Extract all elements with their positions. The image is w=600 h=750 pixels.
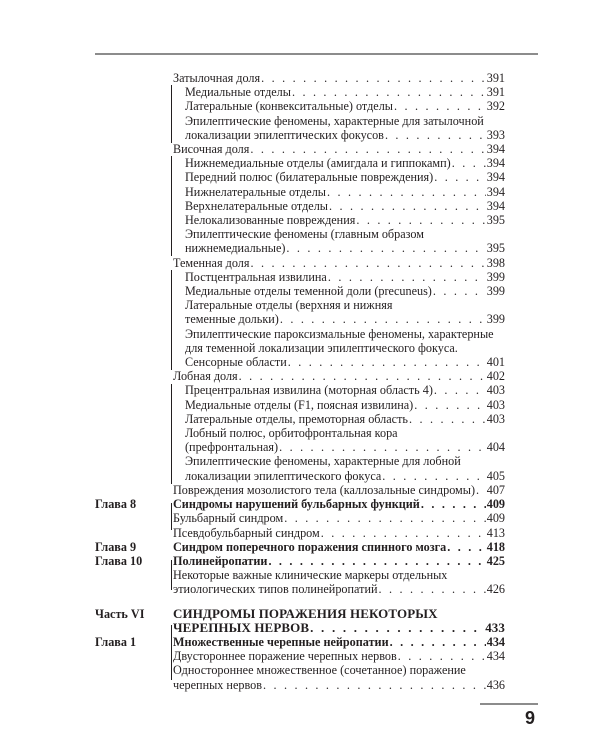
- page-ref: 399: [486, 312, 505, 327]
- page-ref: 425: [486, 553, 505, 568]
- toc-entry[interactable]: [173, 526, 505, 540]
- entry-title: Нелокализованные повреждения: [185, 213, 356, 228]
- page-ref: 394: [486, 170, 505, 185]
- dot-leader: [321, 526, 486, 540]
- page-ref: 401: [486, 355, 505, 370]
- toc-entry[interactable]: [185, 270, 505, 284]
- toc-entry[interactable]: [95, 554, 505, 568]
- entry-title: Медиальные отделы: [185, 85, 291, 100]
- entry-title: локализации эпилептического фокуса: [185, 468, 382, 483]
- toc-entry[interactable]: [185, 398, 505, 412]
- entry-title: Множественные черепные нейропатии: [173, 634, 389, 649]
- entry-title: Постцентральная извилина: [185, 269, 327, 284]
- dot-leader: [250, 142, 485, 156]
- page-ref: 391: [486, 85, 505, 100]
- entry-title: Прецентральная извилина (моторная область 4): [185, 383, 433, 398]
- entry-title: Эпилептические пароксизмальные феномены, характерные: [185, 326, 494, 341]
- entry-title: Псевдобульбарный синдром: [173, 525, 320, 540]
- page-ref: 394: [486, 184, 505, 199]
- dot-leader: [280, 312, 486, 326]
- toc-entry[interactable]: [95, 635, 505, 649]
- dot-leader: [328, 270, 486, 284]
- dot-leader: [385, 128, 486, 142]
- dot-leader: [394, 99, 486, 113]
- page-ref: 426: [486, 582, 505, 597]
- page-number: 9: [524, 708, 535, 728]
- page-ref: 403: [486, 411, 505, 426]
- entry-title: Медиальные отделы теменной доли (precuneus): [185, 284, 432, 299]
- page-ref: 402: [486, 369, 505, 384]
- toc-entry[interactable]: [173, 511, 505, 525]
- dot-leader: [382, 469, 485, 483]
- entry-title: Латеральные отделы, премоторная область: [185, 411, 408, 426]
- toc-entry[interactable]: [173, 483, 505, 497]
- page-ref: 394: [486, 142, 505, 157]
- chapter-label: Глава 10: [95, 553, 143, 568]
- toc-entry[interactable]: [185, 213, 505, 227]
- entry-title: Повреждения мозолистого тела (каллозальные синдромы): [173, 482, 476, 497]
- page-ref: 394: [486, 198, 505, 213]
- entry-title: для теменной локализации эпилептического фокуса.: [185, 340, 458, 355]
- dot-leader: [379, 582, 486, 596]
- page-ref: 413: [486, 525, 505, 540]
- dot-leader: [250, 256, 485, 270]
- entry-title: Медиальные отделы (F1, поясная извилина): [185, 397, 414, 412]
- dot-leader: [239, 369, 486, 383]
- page-ref: 391: [486, 71, 505, 85]
- page-ref: 418: [486, 539, 505, 554]
- dot-leader: [292, 85, 486, 99]
- page-ref: 394: [486, 156, 505, 171]
- dot-leader: [310, 621, 484, 635]
- page-ref: 403: [486, 383, 505, 398]
- entry-title: локализации эпилептических фокусов: [185, 127, 384, 142]
- chapter-label: Глава 1: [95, 634, 137, 649]
- entry-title: Бульбарный синдром: [173, 511, 284, 526]
- toc-entry[interactable]: [173, 71, 505, 85]
- toc-entry[interactable]: [173, 649, 505, 663]
- page-ref: 399: [486, 284, 505, 299]
- entry-title: Височная доля: [173, 142, 250, 157]
- toc-entry[interactable]: [185, 156, 505, 170]
- dot-leader: [263, 678, 486, 692]
- chapter-label: Глава 9: [95, 539, 137, 554]
- entry-title: Латеральные отделы (верхняя и нижняя: [185, 298, 393, 313]
- dot-leader: [390, 635, 486, 649]
- entry-title: Полинейропатии: [173, 553, 268, 568]
- page-ref: 398: [486, 255, 505, 270]
- page-ref: 407: [486, 482, 505, 497]
- dot-leader: [414, 398, 486, 412]
- entry-title: Синдромы нарушений бульбарных функций: [173, 497, 420, 512]
- entry-title: Нижнелатеральные отделы: [185, 184, 326, 199]
- dot-leader: [261, 71, 486, 85]
- page-ref: 404: [486, 440, 505, 455]
- toc-entry[interactable]: [185, 454, 505, 482]
- toc-entry[interactable]: [173, 369, 505, 383]
- toc-entry[interactable]: [173, 663, 505, 691]
- toc-entry[interactable]: [173, 142, 505, 156]
- page-ref: 434: [486, 634, 505, 649]
- dot-leader: [398, 649, 486, 663]
- entry-title: Лобный полюс, орбитофронтальная кора: [185, 426, 398, 441]
- dot-leader: [421, 497, 486, 511]
- page-ref: 434: [486, 649, 505, 664]
- toc-entry[interactable]: [95, 497, 505, 511]
- entry-title: Эпилептические феномены (главным образом: [185, 227, 424, 242]
- chapter-label: Глава 8: [95, 497, 137, 512]
- entry-title: теменные дольки): [185, 312, 279, 327]
- page-ref: 436: [486, 677, 505, 692]
- toc-entry[interactable]: [185, 185, 505, 199]
- dot-leader: [447, 540, 485, 554]
- entry-title: Теменная доля: [173, 255, 250, 270]
- toc-entry[interactable]: [185, 199, 505, 213]
- entry-title: Затылочная доля: [173, 71, 261, 85]
- page-ref: 405: [486, 468, 505, 483]
- toc-entry[interactable]: [95, 540, 505, 554]
- toc-entry[interactable]: [185, 227, 505, 255]
- entry-title: Эпилептические феномены, характерные для затылочной: [185, 113, 484, 128]
- page-ref: 393: [486, 127, 505, 142]
- page-ref: 395: [486, 213, 505, 228]
- dot-leader: [452, 156, 486, 170]
- entry-title: этиологических типов полинейропатий: [173, 582, 378, 597]
- dot-leader: [327, 185, 486, 199]
- entry-title: (префронтальная): [185, 440, 279, 455]
- page-ref: 399: [486, 269, 505, 284]
- entry-title: Латеральные (конвекситальные) отделы: [185, 99, 393, 114]
- toc-entry[interactable]: [185, 383, 505, 397]
- toc-entry[interactable]: [185, 114, 505, 142]
- page-ref: 409: [486, 511, 505, 526]
- dot-leader: [434, 170, 486, 184]
- dot-leader: [279, 440, 486, 454]
- dot-leader: [288, 355, 486, 369]
- page-ref: 395: [486, 241, 505, 256]
- entry-title: Передний полюс (билатеральные повреждения): [185, 170, 434, 185]
- page-ref: 433: [485, 619, 505, 635]
- dot-leader: [329, 199, 486, 213]
- entry-title: черепных нервов: [173, 677, 262, 692]
- bottom-rule: [480, 703, 538, 705]
- toc-entry[interactable]: [185, 412, 505, 426]
- entry-title: Нижнемедиальные отделы (амигдала и гиппокамп): [185, 156, 451, 171]
- dot-leader: [286, 241, 485, 255]
- dot-leader: [409, 412, 486, 426]
- toc-entry[interactable]: [95, 607, 505, 635]
- entry-title: Двустороннее поражение черепных нервов: [173, 649, 397, 664]
- dot-leader: [434, 383, 486, 397]
- entry-title: СИНДРОМЫ ПОРАЖЕНИЯ НЕКОТОРЫХ: [173, 605, 438, 621]
- entry-title: Сенсорные области: [185, 355, 287, 370]
- top-rule: [95, 53, 538, 55]
- page-ref: 392: [486, 99, 505, 114]
- toc-entry[interactable]: [185, 355, 505, 369]
- chapter-label: Часть VI: [95, 606, 145, 621]
- page-ref: 409: [486, 497, 505, 512]
- entry-title: Верхнелатеральные отделы: [185, 198, 328, 213]
- toc-entry[interactable]: [185, 170, 505, 184]
- dot-leader: [284, 511, 486, 525]
- toc-entry[interactable]: [185, 99, 505, 113]
- dot-leader: [476, 483, 486, 497]
- dot-leader: [356, 213, 485, 227]
- entry-title: Одностороннее множественное (сочетанное) поражение: [173, 663, 466, 678]
- entry-title: Эпилептические феномены, характерные для лобной: [185, 454, 461, 469]
- toc-entry[interactable]: [173, 256, 505, 270]
- toc-entry[interactable]: [185, 85, 505, 99]
- entry-title: Лобная доля: [173, 369, 238, 384]
- toc-entry[interactable]: [185, 327, 505, 355]
- toc-entry[interactable]: [173, 568, 505, 596]
- toc-entry[interactable]: [185, 298, 505, 326]
- toc-entry[interactable]: [185, 284, 505, 298]
- toc-entry[interactable]: [185, 426, 505, 454]
- entry-title: Синдром поперечного поражения спинного мозга: [173, 539, 447, 554]
- dot-leader: [268, 554, 485, 568]
- entry-title: ЧЕРЕПНЫХ НЕРВОВ: [173, 619, 310, 635]
- entry-title: Некоторые важные клинические маркеры отдельных: [173, 568, 448, 583]
- entry-title: нижнемедиальные): [185, 241, 286, 256]
- page-ref: 403: [486, 397, 505, 412]
- table-of-contents: [95, 71, 505, 692]
- dot-leader: [433, 284, 486, 298]
